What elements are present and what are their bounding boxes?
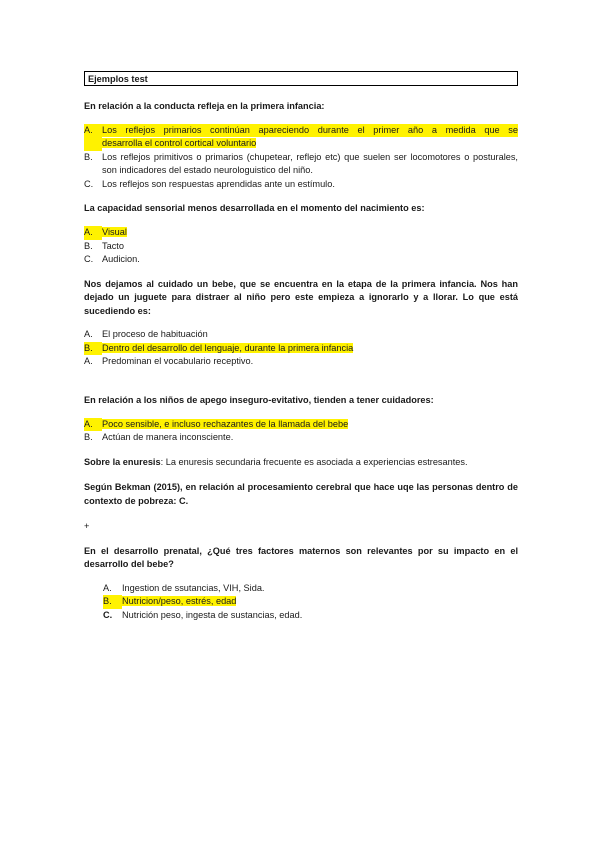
option-text: Nutrición peso, ingesta de sustancias, edad. — [122, 609, 303, 620]
option-5a — [84, 582, 518, 596]
plus-sign: + — [84, 521, 90, 532]
option-1b — [84, 151, 518, 178]
question-4: En relación a los niños de apego inseguro-evitativo, tienden a tener cuidadores: — [84, 395, 434, 406]
option-text: Los reflejos primarios continúan apareciendo durante el primer año a medida que se — [102, 124, 518, 138]
option-letter: B. — [103, 595, 122, 609]
question-3-options — [84, 328, 518, 369]
option-3b — [84, 342, 518, 356]
enuresis-text: : La enuresis secundaria frecuente es asociada a experiencias estresantes. — [160, 456, 468, 467]
option-text: Audicion. — [102, 254, 140, 265]
question-5-options — [84, 582, 518, 623]
option-letter: B. — [84, 432, 93, 443]
option-text: Tacto — [102, 240, 124, 251]
option-letter: B. — [84, 151, 93, 162]
option-text: Predominan el vocabulario receptivo. — [102, 356, 254, 367]
option-letter: B. — [84, 240, 93, 251]
option-text: desarrolla el control cortical voluntario — [102, 138, 257, 149]
option-text: Nutricion/peso, estrés, edad — [122, 596, 237, 607]
option-text: Visual — [102, 226, 127, 237]
question-1: En relación a la conducta refleja en la primera infancia: — [84, 101, 325, 111]
option-letter: C. — [103, 609, 113, 620]
option-1c — [84, 178, 518, 192]
question-3: Nos dejamos al cuidado un bebe, que se encuentra en la etapa de la primera infancia. Nos han dejado un juguete para distraer al niño pero este empieza a ignorarlo y a llorar. Lo que está sucediendo es: — [84, 278, 518, 316]
option-letter: B. — [84, 342, 102, 356]
option-text: El proceso de habituación — [102, 329, 208, 340]
option-letter: C. — [84, 178, 94, 189]
option-text: Ingestion de ssutancias, VIH, Sida. — [122, 582, 265, 593]
question-2-options — [84, 226, 518, 267]
option-2b — [84, 240, 518, 254]
option-4b — [84, 431, 518, 445]
question-4-options — [84, 418, 518, 445]
option-text: Dentro del desarrollo del lenguaje, durante la primera infancia — [102, 342, 354, 353]
question-2: La capacidad sensorial menos desarrollada en el momento del nacimiento es: — [84, 203, 425, 214]
option-text: Poco sensible, e incluso rechazantes de la llamada del bebe — [102, 418, 349, 429]
option-letter: C. — [84, 254, 94, 265]
option-letter: A. — [84, 329, 93, 340]
question-5: En el desarrollo prenatal, ¿Qué tres factores maternos son relevantes por su impacto en el desarrollo del bebe? — [84, 545, 518, 570]
option-4a — [84, 418, 518, 432]
option-5b — [84, 595, 518, 609]
option-1a — [84, 124, 518, 151]
section-title: Ejemplos test — [84, 71, 518, 86]
option-text: Actúan de manera inconsciente. — [102, 432, 234, 443]
option-letter: A. — [84, 124, 102, 151]
enuresis-label: Sobre la enuresis — [84, 456, 161, 467]
option-letter: A. — [84, 418, 102, 432]
question-1-options — [84, 124, 518, 192]
option-3a — [84, 328, 518, 342]
page-content — [84, 71, 518, 623]
bekman-question: Según Bekman (2015), en relación al procesamiento cerebral que hace uqe las personas dentro de contexto de pobreza: C. — [84, 482, 518, 506]
option-text: Los reflejos son respuestas aprendidas ante un estímulo. — [102, 178, 335, 189]
option-text: Los reflejos primitivos o primarios (chupetear, reflejo etc) que suelen ser locomotores o posturales, son indicadores del estado neurologuistico del niño. — [102, 151, 518, 176]
option-3c — [84, 355, 518, 369]
option-5c — [84, 609, 518, 623]
option-2c — [84, 253, 518, 267]
option-2a — [84, 226, 518, 240]
option-letter: A. — [103, 582, 112, 593]
option-letter: A. — [84, 226, 102, 240]
enuresis-note — [84, 456, 518, 470]
option-letter: A. — [84, 356, 93, 367]
